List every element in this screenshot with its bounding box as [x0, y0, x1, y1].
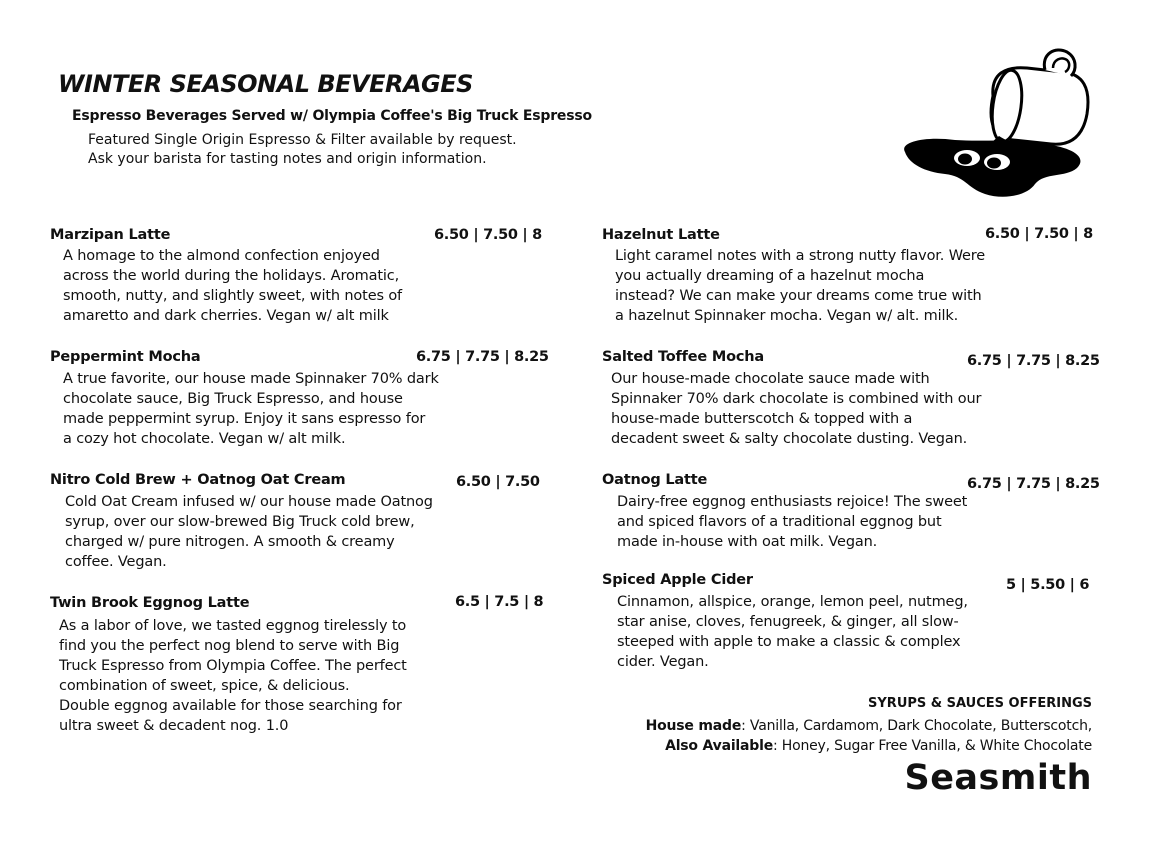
item-price: 6.50 | 7.50	[456, 474, 540, 490]
description-line: Truck Espresso from Olympia Coffee. The perfect	[59, 658, 407, 674]
item-name: Marzipan Latte	[50, 227, 171, 243]
description-line: instead? We can make your dreams come true with	[615, 288, 982, 304]
description-line: As a labor of love, we tasted eggnog tirelessly to	[59, 618, 407, 634]
description-line: Cinnamon, allspice, orange, lemon peel, nutmeg,	[617, 594, 968, 610]
description-line: A true favorite, our house made Spinnaker 70% dark	[63, 371, 439, 387]
syrups-title: SYRUPS & SAUCES OFFERINGS	[868, 696, 1092, 711]
syrups-also-value: : Honey, Sugar Free Vanilla, & White Chocolate	[773, 738, 1092, 754]
description-line: amaretto and dark cherries. Vegan w/ alt milk	[63, 308, 389, 324]
description-line: charged w/ pure nitrogen. A smooth & creamy	[65, 534, 395, 550]
syrups-house-label: House made	[645, 718, 742, 734]
description-line: A homage to the almond confection enjoyed	[63, 248, 380, 264]
description-line: cider. Vegan.	[617, 654, 709, 670]
spilled-coffee-cup-icon	[895, 44, 1095, 204]
item-description	[59, 616, 407, 736]
description-line: coffee. Vegan.	[65, 554, 167, 570]
item-name: Twin Brook Eggnog Latte	[50, 595, 250, 611]
description-line: steeped with apple to make a classic & complex	[617, 634, 961, 650]
description-line: combination of sweet, spice, & delicious.	[59, 678, 350, 694]
syrups-also-available	[665, 738, 1092, 754]
description-line: syrup, over our slow-brewed Big Truck cold brew,	[65, 514, 415, 530]
description-line: house-made butterscotch & topped with a	[611, 411, 913, 427]
item-name: Oatnog Latte	[602, 472, 708, 488]
description-line: Double eggnog available for those searching for	[59, 698, 402, 714]
description-line: across the world during the holidays. Aromatic,	[63, 268, 400, 284]
item-description	[63, 246, 402, 326]
description-line: star anise, cloves, fenugreek, & ginger, all slow-	[617, 614, 959, 630]
description-line: find you the perfect nog blend to serve with Big	[59, 638, 400, 654]
syrups-house-value: : Vanilla, Cardamom, Dark Chocolate, Butterscotch,	[741, 718, 1092, 734]
description-line: smooth, nutty, and slightly sweet, with notes of	[63, 288, 403, 304]
description-line: Dairy-free eggnog enthusiasts rejoice! The sweet	[617, 494, 968, 510]
item-price: 6.5 | 7.5 | 8	[455, 594, 544, 610]
item-description	[611, 369, 981, 449]
item-price: 6.75 | 7.75 | 8.25	[416, 349, 549, 365]
item-price: 6.75 | 7.75 | 8.25	[967, 353, 1100, 369]
item-name: Nitro Cold Brew + Oatnog Oat Cream	[50, 472, 346, 488]
item-price: 6.75 | 7.75 | 8.25	[967, 476, 1100, 492]
brand-logo: Seasmith	[904, 758, 1092, 798]
item-price: 5 | 5.50 | 6	[1006, 577, 1090, 593]
description-line: and spiced flavors of a traditional eggnog but	[617, 514, 942, 530]
description-line: Spinnaker 70% dark chocolate is combined with our	[611, 391, 982, 407]
item-description	[63, 369, 439, 449]
item-name: Salted Toffee Mocha	[602, 349, 764, 365]
item-name: Spiced Apple Cider	[602, 572, 753, 588]
description-line: made peppermint syrup. Enjoy it sans espresso for	[63, 411, 426, 427]
description-line: Light caramel notes with a strong nutty flavor. Were	[615, 248, 986, 264]
menu-note	[88, 131, 517, 169]
item-price: 6.50 | 7.50 | 8	[434, 227, 542, 243]
note-line: Ask your barista for tasting notes and origin information.	[88, 151, 487, 167]
item-description	[617, 592, 968, 672]
menu-title: WINTER SEASONAL BEVERAGES	[58, 70, 473, 98]
syrups-also-label: Also Available	[665, 738, 773, 754]
syrups-house-made	[646, 718, 1092, 734]
item-description	[617, 492, 967, 552]
description-line: ultra sweet & decadent nog. 1.0	[59, 718, 289, 734]
note-line: Featured Single Origin Espresso & Filter available by request.	[88, 132, 517, 148]
item-name: Hazelnut Latte	[602, 227, 720, 243]
description-line: you actually dreaming of a hazelnut mocha	[615, 268, 925, 284]
description-line: a cozy hot chocolate. Vegan w/ alt milk.	[63, 431, 346, 447]
item-name: Peppermint Mocha	[50, 349, 201, 365]
item-price: 6.50 | 7.50 | 8	[985, 226, 1093, 242]
description-line: a hazelnut Spinnaker mocha. Vegan w/ alt. milk.	[615, 308, 959, 324]
item-description	[615, 246, 985, 326]
item-description	[65, 492, 433, 572]
menu-subtitle: Espresso Beverages Served w/ Olympia Coffee's Big Truck Espresso	[72, 108, 592, 124]
description-line: chocolate sauce, Big Truck Espresso, and house	[63, 391, 403, 407]
description-line: decadent sweet & salty chocolate dusting. Vegan.	[611, 431, 968, 447]
description-line: Our house-made chocolate sauce made with	[611, 371, 930, 387]
description-line: made in-house with oat milk. Vegan.	[617, 534, 878, 550]
description-line: Cold Oat Cream infused w/ our house made Oatnog	[65, 494, 433, 510]
